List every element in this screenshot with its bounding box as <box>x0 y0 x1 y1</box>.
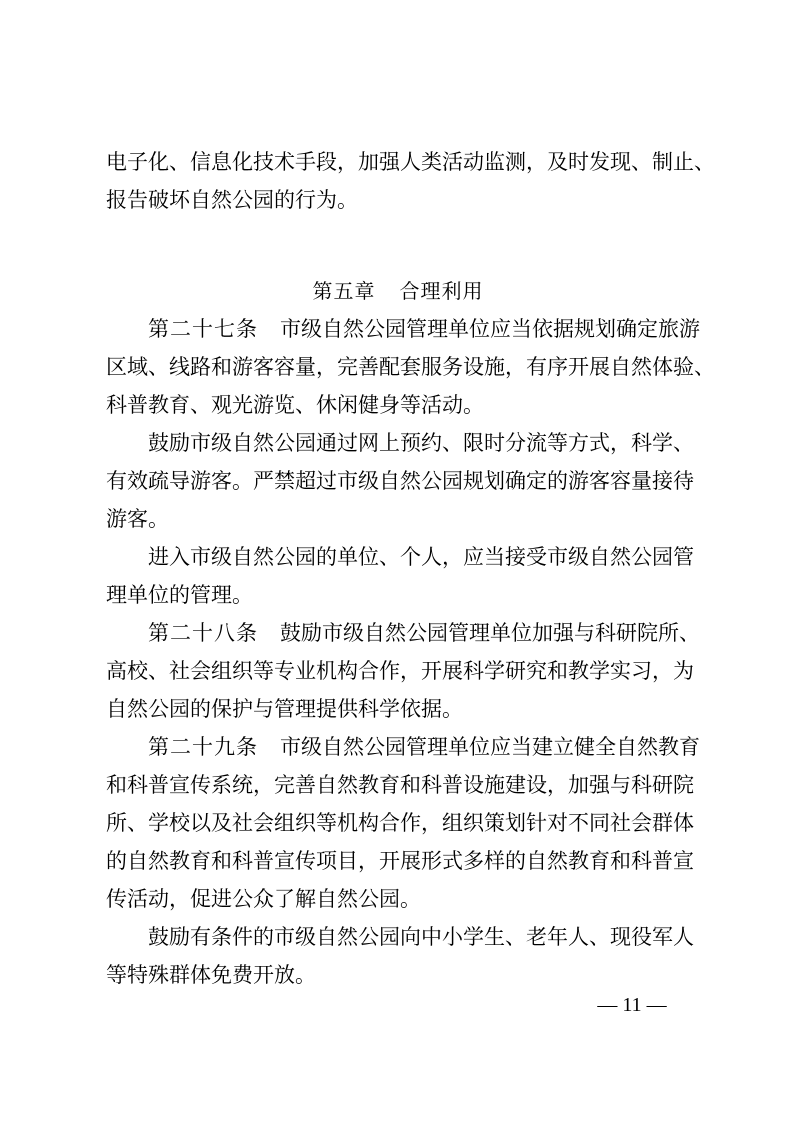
text-line: 传活动，促进公众了解自然公园。 <box>106 887 421 911</box>
page-number: — 11 — <box>597 994 667 1016</box>
text-line: 等特殊群体免费开放。 <box>106 963 316 987</box>
document-body <box>106 143 715 994</box>
article-number: 第二十九条 <box>148 735 258 759</box>
text-line: 和科普宣传系统，完善自然教育和科普设施建设，加强与科研院 <box>106 773 694 797</box>
article-first-line <box>106 728 700 766</box>
chapter-title: 合理利用 <box>399 279 484 303</box>
article-first-line <box>106 310 700 348</box>
spacer <box>106 219 690 272</box>
text-line: 进入市级自然公园的单位、个人，应当接受市级自然公园管 <box>148 545 694 569</box>
text-line: 高校、社会组织等专业机构合作，开展科学研究和教学实习，为 <box>106 659 694 683</box>
text-line: 有效疏导游客。严禁超过市级自然公园规划确定的游客容量接待 <box>106 469 694 493</box>
chapter-number: 第五章 <box>312 279 376 303</box>
text-line: 的自然教育和科普宣传项目，开展形式多样的自然教育和科普宣 <box>106 849 694 873</box>
text-line: 报告破坏自然公园的行为。 <box>106 188 358 212</box>
text-line: 游客。 <box>106 507 169 531</box>
text-line: 电子化、信息化技术手段，加强人类活动监测，及时发现、制止、 <box>106 150 715 174</box>
article-number: 第二十七条 <box>148 317 258 341</box>
article-number: 第二十八条 <box>148 621 258 645</box>
article-text: 鼓励市级自然公园管理单位加强与科研院所、 <box>280 621 700 645</box>
article-text: 市级自然公园管理单位应当建立健全自然教育 <box>280 735 700 759</box>
text-line: 鼓励有条件的市级自然公园向中小学生、老年人、现役军人 <box>148 925 694 949</box>
text-line: 区域、线路和游客容量，完善配套服务设施，有序开展自然体验、 <box>106 355 715 379</box>
article-text: 市级自然公园管理单位应当依据规划确定旅游 <box>280 317 700 341</box>
text-line: 理单位的管理。 <box>106 583 253 607</box>
article-first-line <box>106 614 700 652</box>
text-line: 鼓励市级自然公园通过网上预约、限时分流等方式，科学、 <box>148 431 694 455</box>
text-line: 自然公园的保护与管理提供科学依据。 <box>106 697 463 721</box>
chapter-heading <box>106 272 690 310</box>
text-line: 所、学校以及社会组织等机构合作，组织策划针对不同社会群体 <box>106 811 694 835</box>
text-line: 科普教育、观光游览、休闲健身等活动。 <box>106 393 484 417</box>
